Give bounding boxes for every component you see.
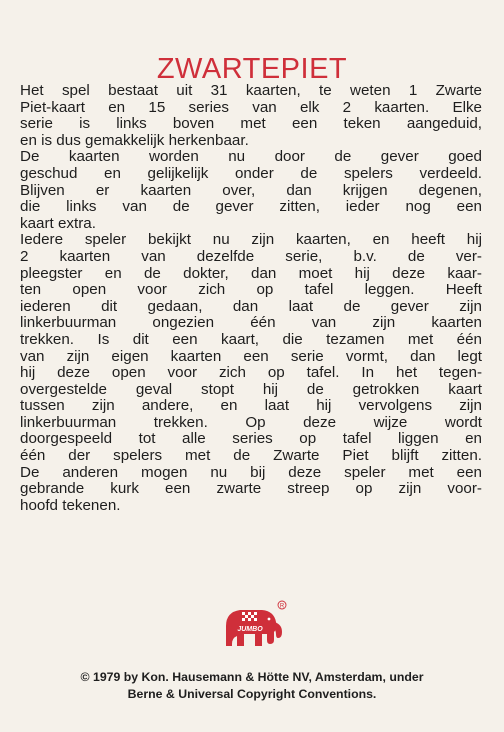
rules-line: hoofd tekenen. [20, 496, 121, 514]
rules-line: trekken. Is dit een kaart, die tezamen met één [20, 330, 482, 348]
copyright-notice [0, 669, 504, 703]
rules-line: één der spelers met de Zwarte Piet blijft zitten. [20, 447, 482, 465]
rules-line: ten open voor zich op tafel leggen. Heeft [20, 281, 482, 299]
rules-line: linkerbuurman ongezien één van zijn kaarten [20, 314, 482, 332]
jumbo-elephant-logo-icon [218, 600, 290, 650]
rules-line: Iedere speler bekijkt nu zijn kaarten, en heeft hij [20, 231, 482, 249]
rules-line: kaart extra. [20, 214, 96, 232]
rules-line: 2 kaarten van dezelfde serie, b.v. de ver- [20, 247, 482, 265]
logo-wordmark: JUMBO [237, 626, 263, 633]
copyright-line: Berne & Universal Copyright Conventions. [127, 687, 377, 701]
rules-line: tussen zijn andere, en laat hij vervolgens zijn [20, 397, 482, 415]
rules-line: van zijn eigen kaarten een serie vormt, dan legt [20, 347, 482, 365]
rules-line: geschud en gelijkelijk onder de spelers verdeeld. [20, 164, 482, 182]
rules-line: en is dus gemakkelijk herkenbaar. [20, 131, 249, 149]
rules-line: De anderen mogen nu bij deze speler met een [20, 463, 482, 481]
rules-line: Blijven er kaarten over, dan krijgen degenen, [20, 181, 482, 199]
rules-text [20, 83, 482, 514]
rules-line: die links van de gever zitten, ieder nog een [20, 198, 482, 216]
page-title: ZWARTEPIET [156, 53, 348, 86]
rules-line: pleegster en de dokter, dan moet hij deze kaar- [20, 264, 482, 282]
rules-line: linkerbuurman trekken. Op deze wijze wordt [20, 413, 482, 431]
rules-line: De kaarten worden nu door de gever goed [20, 148, 482, 166]
rules-line: hij deze open voor zich op tafel. In het tegen- [20, 364, 482, 382]
rules-line: overgestelde geval stopt hij de getrokken kaart [20, 380, 482, 398]
copyright-line: © 1979 by Kon. Hausemann & Hötte NV, Amsterdam, under [80, 670, 424, 684]
svg-text:R: R [279, 603, 285, 610]
rules-line: doorgespeeld tot alle series op tafel liggen en [20, 430, 482, 448]
rules-line: iederen dit gedaan, dan laat de gever zijn [20, 297, 482, 315]
rules-line: Piet-kaart en 15 series van elk 2 kaarten. Elke [20, 98, 482, 116]
rules-line: Het spel bestaat uit 31 kaarten, te weten 1 Zwarte [20, 82, 482, 99]
rules-line: serie is links boven met een teken aangeduid, [20, 115, 482, 133]
rules-line: gebrande kurk een zwarte streep op zijn voor- [20, 480, 482, 498]
